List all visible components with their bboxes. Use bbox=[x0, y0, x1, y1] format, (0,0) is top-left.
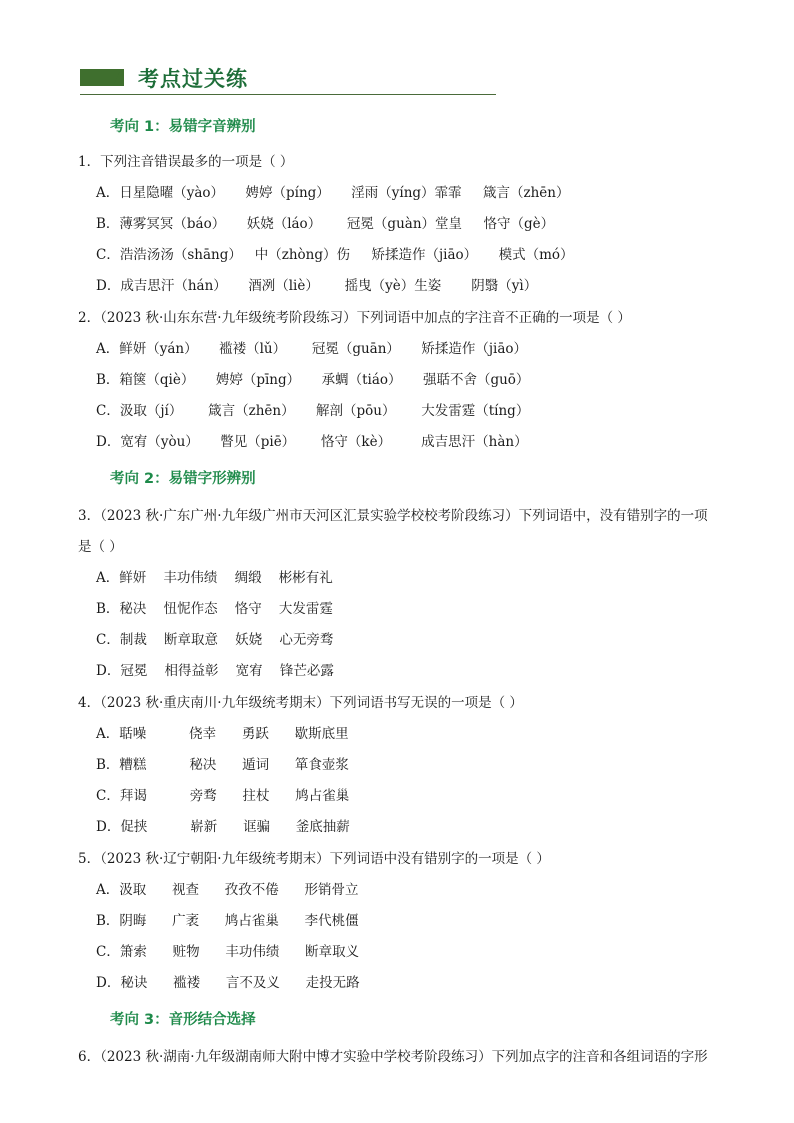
question-2-option-c: C．汲取（jí） 箴言（zhēn） 解剖（pōu） 大发雷霆（tíng） bbox=[96, 403, 530, 419]
question-1-option-a: A．日星隐曜（yào） 娉婷（píng） 淫雨（yíng）霏霏 箴言（zhēn） bbox=[96, 185, 570, 201]
section-heading-3: 考向 3：音形结合选择 bbox=[110, 1012, 256, 1028]
question-5-option-d: D．秘诀 褴褛 言不及义 走投无路 bbox=[96, 975, 360, 991]
question-2-option-a: A．鲜妍（yán） 褴褛（lǔ） 冠冕（guān） 矫揉造作（jiāo） bbox=[96, 341, 528, 357]
question-2-option-d: D．宽宥（yòu） 瞥见（piē） 恪守（kè） 成吉思汗（hàn） bbox=[96, 434, 528, 450]
header-bar-decoration bbox=[80, 69, 124, 86]
question-2-option-b: B．箱箧（qiè） 娉婷（pīng） 承蜩（tiáo） 强聒不舍（guō） bbox=[96, 372, 530, 388]
page-title: 考点过关练 bbox=[138, 67, 248, 91]
question-5-option-a: A．汲取 视查 孜孜不倦 形销骨立 bbox=[96, 882, 359, 898]
question-4-option-c: C．拜谒 旁骛 拄杖 鸠占雀巢 bbox=[96, 788, 350, 804]
question-1-option-c: C．浩浩汤汤（shāng） 中（zhòng）伤 矫揉造作（jiāo） 模式（mó） bbox=[96, 247, 574, 263]
question-4-option-a: A．聒噪 侥幸 勇跃 歇斯底里 bbox=[96, 726, 349, 742]
question-1-option-b: B．薄雾冥冥（báo） 妖娆（láo） 冠冕（guàn）堂皇 恪守（gè） bbox=[96, 216, 555, 232]
question-6-stem: 6．（2023 秋·湖南·九年级湖南师大附中博才实验中学校考阶段练习）下列加点字的注音和各组词语的字形 bbox=[78, 1049, 708, 1065]
question-4-option-b: B．糟糕 秘决 遁词 箪食壶浆 bbox=[96, 757, 349, 773]
question-1-stem: 1．下列注音错误最多的一项是（ ） bbox=[78, 154, 294, 170]
question-5-stem: 5．（2023 秋·辽宁朝阳·九年级统考期末）下列词语中没有错别字的一项是（ ） bbox=[78, 851, 550, 867]
question-4-option-d: D．促挟 崭新 诓骗 釜底抽薪 bbox=[96, 819, 350, 835]
question-3-option-a: A．鲜妍 丰功伟绩 绸缎 彬彬有礼 bbox=[96, 570, 333, 586]
question-3-stem: 3．（2023 秋·广东广州·九年级广州市天河区汇景实验学校校考阶段练习）下列词语中，没有错别字的一项 bbox=[78, 508, 708, 524]
question-3-stem-continued: 是（ ） bbox=[78, 539, 123, 555]
question-3-option-c: C．制裁 断章取意 妖娆 心无旁骛 bbox=[96, 632, 334, 648]
question-5-option-c: C．箫索 赃物 丰功伟绩 断章取义 bbox=[96, 944, 360, 960]
question-1-option-d: D．成吉思汗（hán） 酒冽（liè） 摇曳（yè）生姿 阴翳（yì） bbox=[96, 278, 538, 294]
question-3-option-d: D．冠冕 相得益彰 宽宥 锋芒必露 bbox=[96, 663, 334, 679]
question-5-option-b: B．阴晦 广袤 鸠占雀巢 李代桃僵 bbox=[96, 913, 359, 929]
section-heading-1: 考向 1：易错字音辨别 bbox=[110, 119, 256, 135]
section-heading-2: 考向 2：易错字形辨别 bbox=[110, 471, 256, 487]
question-2-stem: 2．（2023 秋·山东东营·九年级统考阶段练习）下列词语中加点的字注音不正确的一项是（ ） bbox=[78, 310, 631, 326]
question-3-option-b: B．秘决 忸怩作态 恪守 大发雷霆 bbox=[96, 601, 333, 617]
section-header bbox=[80, 62, 496, 95]
question-4-stem: 4．（2023 秋·重庆南川·九年级统考期末）下列词语书写无误的一项是（ ） bbox=[78, 695, 523, 711]
